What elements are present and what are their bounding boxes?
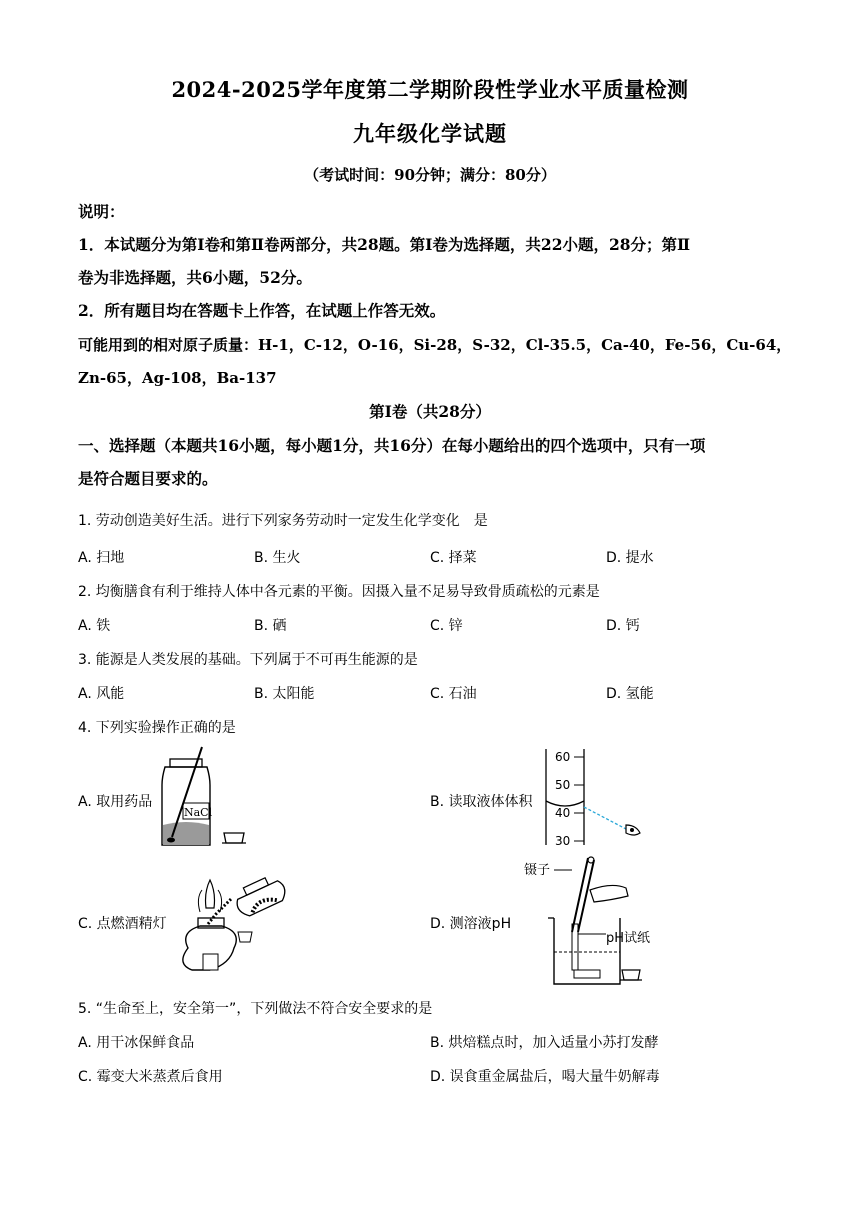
figure-b-tick-60: 60 <box>555 750 571 764</box>
figure-d-tweezers-label: 镊子 <box>524 863 551 878</box>
section-heading-line2: 是符合题目要求的。 <box>78 469 218 488</box>
atomic-mass-line1: 可能用到的相对原子质量：H-1，C-12，O-16，Si-28，S-32，Cl-35.5，Ca-40，Fe-56，Cu-64， <box>78 336 792 354</box>
question-5-option-d[interactable]: D. 误食重金属盐后，喝大量牛奶解毒 <box>430 1069 660 1085</box>
instruction-1-line1: 1．本试题分为第Ⅰ卷和第Ⅱ卷两部分，共28题。第Ⅰ卷为选择题，共22小题，28分；第Ⅱ <box>78 235 691 254</box>
question-3-option-c[interactable]: C. 石油 <box>430 686 477 702</box>
question-3-option-a[interactable]: A. 风能 <box>78 686 125 702</box>
question-1-option-b[interactable]: B. 生火 <box>254 550 301 566</box>
atomic-mass-line2: Zn-65，Ag-108，Ba-137 <box>78 369 277 387</box>
figure-b-tick-50: 50 <box>555 778 571 792</box>
question-4-option-c[interactable]: C. 点燃酒精灯 <box>78 916 167 932</box>
figure-a-label: NaCl <box>184 806 213 819</box>
question-2-option-a[interactable]: A. 铁 <box>78 618 111 634</box>
figure-d-paper-label: pH试纸 <box>606 931 651 946</box>
question-5-option-c[interactable]: C. 霉变大米蒸煮后食用 <box>78 1069 223 1085</box>
question-5-option-b[interactable]: B. 烘焙糕点时，加入适量小苏打发酵 <box>430 1035 659 1051</box>
question-4-option-d[interactable]: D. 测溶液pH <box>430 916 512 932</box>
figure-a-reagent-bottle <box>150 745 260 850</box>
question-3-stem: 3. 能源是人类发展的基础。下列属于不可再生能源的是 <box>78 652 418 668</box>
question-3-option-b[interactable]: B. 太阳能 <box>254 686 315 702</box>
section-heading-line1: 一、选择题（本题共16小题，每小题1分，共16分）在每小题给出的四个选项中，只有一项 <box>78 436 706 455</box>
question-5-option-a[interactable]: A. 用干冰保鲜食品 <box>78 1035 195 1051</box>
figure-b-tick-labels <box>555 750 570 848</box>
instructions-label: 说明： <box>78 202 125 221</box>
figure-c-alcohol-lamp <box>170 868 300 983</box>
figure-b-tick-40: 40 <box>555 806 571 820</box>
figure-d-ph-test <box>520 852 660 992</box>
instruction-1-line2: 卷为非选择题，共6小题，52分。 <box>78 268 312 287</box>
question-1-option-d[interactable]: D. 提水 <box>606 550 654 566</box>
question-1-option-c[interactable]: C. 择菜 <box>430 550 477 566</box>
exam-title: 2024-2025学年度第二学期阶段性学业水平质量检测 <box>171 77 689 102</box>
exam-subtitle: 九年级化学试题 <box>353 121 507 146</box>
question-3-option-d[interactable]: D. 氢能 <box>606 686 654 702</box>
question-2-option-c[interactable]: C. 锌 <box>430 618 463 634</box>
section-title: 第Ⅰ卷（共28分） <box>369 402 491 421</box>
figure-b-graduated-cylinder <box>540 745 650 850</box>
question-1-stem: 1. 劳动创造美好生活。进行下列家务劳动时一定发生化学变化 是 <box>78 513 488 529</box>
question-1-option-a[interactable]: A. 扫地 <box>78 550 125 566</box>
instruction-2: 2．所有题目均在答题卡上作答，在试题上作答无效。 <box>78 301 446 320</box>
question-4-option-b[interactable]: B. 读取液体体积 <box>430 794 533 810</box>
question-4-stem: 4. 下列实验操作正确的是 <box>78 720 236 736</box>
question-2-stem: 2. 均衡膳食有利于维持人体中各元素的平衡。因摄入量不足易导致骨质疏松的元素是 <box>78 584 600 600</box>
question-4-option-a[interactable]: A. 取用药品 <box>78 794 153 810</box>
question-2-option-b[interactable]: B. 硒 <box>254 618 287 634</box>
figure-b-tick-30: 30 <box>555 834 571 848</box>
question-5-stem: 5. “生命至上，安全第一”，下列做法不符合安全要求的是 <box>78 1001 433 1017</box>
question-2-option-d[interactable]: D. 钙 <box>606 618 640 634</box>
exam-info: （考试时间：90分钟；满分：80分） <box>304 166 556 184</box>
